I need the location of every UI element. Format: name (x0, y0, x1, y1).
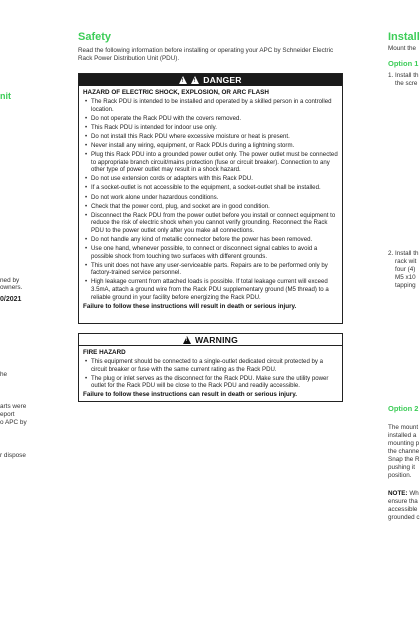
danger-item: • This unit does not have any user-serviceable parts. Repairs are to be performed only by factory-trained service personnel. (83, 262, 338, 277)
left-text-fragment: r dispose (0, 452, 26, 459)
right-text-fragment: rack wit (395, 258, 417, 265)
danger-item: • Never install any wiring, equipment, or Rack PDUs during a lightning storm. (83, 142, 338, 150)
warning-list (83, 358, 338, 390)
section-intro: Read the following information before installing or operating your APC by Schneider Electric Rack Power Distribution Unit (PDU). (78, 47, 334, 62)
right-title-fragment: Install (388, 31, 420, 43)
warning-hazard-title: FIRE HAZARD (83, 349, 126, 356)
danger-item: • Disconnect the Rack PDU from the power outlet before you install or connect equipment to reduce the risk of electric shock when you cannot verify grounding. Reconnect the Rack PDU to the power outlet only after you make all connections. (83, 212, 338, 235)
danger-item: • Do not operate the Rack PDU with the covers removed. (83, 115, 338, 123)
left-text-fragment: arts were (0, 403, 27, 410)
left-date-fragment: 0/2021 (0, 296, 22, 303)
section-title: Safety (78, 31, 112, 43)
danger-item: • Plug this Rack PDU into a grounded power outlet only. The power outlet must be connected to appropriate branch circuit/mains protection (fuse or circuit breaker). Connection to any other type of power outlet may result in a shock hazard. (83, 151, 338, 174)
note-label: NOTE: (388, 490, 408, 497)
danger-item: • Do not use extension cords or adapters with this Rack PDU. (83, 175, 338, 183)
left-text-fragment: owners. (0, 284, 23, 291)
danger-item: • Check that the power cord, plug, and socket are in good condition. (83, 203, 338, 211)
left-title-fragment: nit (0, 91, 11, 101)
right-text-fragment: 1. Install th (388, 72, 419, 79)
right-text-fragment: Snap the R (388, 456, 420, 463)
warning-consequence: Failure to follow these instructions can result in death or serious injury. (83, 391, 298, 399)
option-1-heading: Option 1 (388, 59, 419, 68)
right-text-fragment: Mount the (388, 45, 417, 52)
right-text-fragment: installed a (388, 432, 417, 439)
right-text-fragment: the channe (388, 448, 420, 455)
danger-item: • If a socket-outlet is not accessible to the equipment, a socket-outlet shall be installed. (83, 184, 338, 192)
right-text-fragment: accessible (388, 506, 418, 513)
danger-item: • Do not work alone under hazardous conditions. (83, 194, 338, 202)
left-text-fragment: o APC by (0, 419, 27, 426)
right-text-fragment: ensure tha (388, 498, 418, 505)
left-text-fragment: ned by (0, 277, 20, 284)
danger-hazard-title: HAZARD OF ELECTRIC SHOCK, EXPLOSION, OR ARC FLASH (83, 89, 269, 96)
right-text-fragment: tapping (395, 282, 416, 289)
right-text-fragment: position. (388, 472, 412, 479)
warning-item: • The plug or inlet serves as the disconnect for the Rack PDU. Make sure the utility power outlet for the Rack PDU will be close to the Rack PDU and readily accessible. (83, 375, 338, 390)
left-text-fragment: he (0, 371, 8, 378)
warning-triangle-icon (183, 336, 191, 344)
danger-box (78, 73, 343, 324)
option-2-heading: Option 2 (388, 404, 419, 413)
right-text-fragment: four (4) (395, 266, 416, 273)
warning-signal-word: WARNING (195, 334, 238, 345)
danger-list (83, 98, 338, 301)
right-text-fragment: mounting p (388, 440, 420, 447)
danger-item: • Do not handle any kind of metallic connector before the power has been removed. (83, 236, 338, 244)
right-text-fragment: pushing it (388, 464, 415, 471)
danger-item: • This Rack PDU is intended for indoor use only. (83, 124, 338, 132)
danger-banner (79, 74, 342, 86)
left-text-fragment: eport (0, 411, 15, 418)
right-text-fragment: M5 x10 (395, 274, 416, 281)
note-text: Wh (407, 490, 419, 497)
safety-section (78, 31, 344, 63)
note-line (388, 490, 419, 498)
danger-item: • The Rack PDU is intended to be installed and operated by a skilled person in a controlled location. (83, 98, 338, 113)
warning-banner (79, 334, 342, 346)
warning-box (78, 333, 343, 402)
danger-item: • Use one hand, whenever possible, to connect or disconnect signal cables to avoid a possible shock from touching two surfaces with different grounds. (83, 245, 338, 260)
danger-item: • Do not install this Rack PDU where excessive moisture or heat is present. (83, 133, 338, 141)
right-text-fragment: The mount (388, 424, 419, 431)
next-page-column (388, 0, 420, 640)
right-text-fragment: 2. Install th (388, 250, 419, 257)
warning-triangle-icon (179, 76, 187, 84)
danger-item: • High leakage current from attached loads is possible. If total leakage current will exceed 3.5mA, attach a ground wire from the Rack PDU supplementary ground (M5 thread) to a reliable ground in your facility before energizing the Rack PDU. (83, 278, 338, 301)
warning-item: • This equipment should be connected to a single-outlet dedicated circuit protected by a circuit breaker or fuse with the same current rating as the Rack PDU. (83, 358, 338, 373)
right-text-fragment: grounded c (388, 514, 420, 521)
previous-page-column (0, 0, 40, 640)
warning-triangle-icon (191, 76, 199, 84)
danger-consequence: Failure to follow these instructions will result in death or serious injury. (83, 302, 297, 310)
right-text-fragment: the scre (395, 80, 418, 87)
danger-signal-word: DANGER (203, 75, 242, 85)
